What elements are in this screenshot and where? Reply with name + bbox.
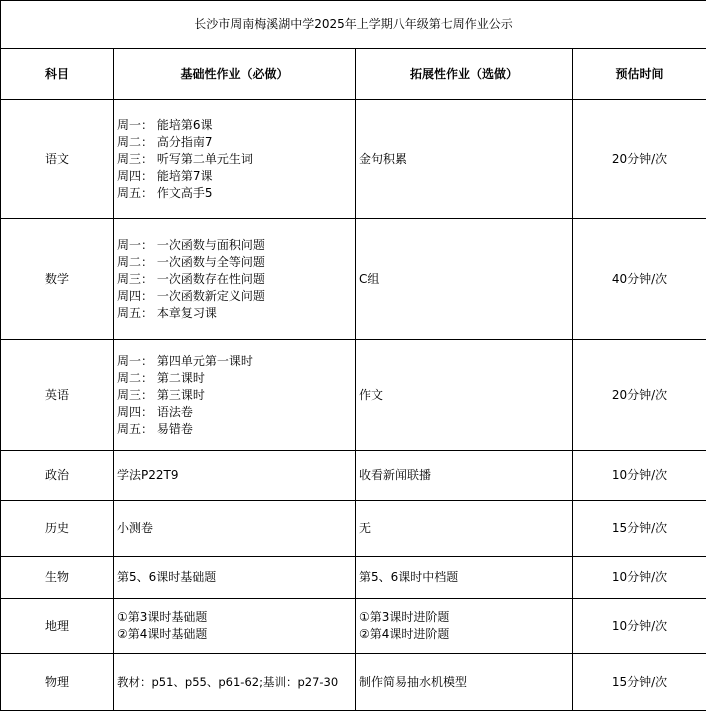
- extended-line: 收看新闻联播: [359, 468, 432, 482]
- subject-cell: 历史: [1, 501, 114, 557]
- basic-line: 周五： 作文高手5: [117, 185, 213, 200]
- subject-cell: 语文: [1, 100, 114, 219]
- basic-line: ②第4课时基础题: [117, 627, 208, 641]
- extended-cell: [356, 654, 573, 711]
- extended-line: C组: [359, 271, 380, 286]
- basic-cell: [114, 219, 356, 340]
- extended-cell: [356, 501, 573, 557]
- basic-line: 周五： 易错卷: [117, 421, 193, 436]
- header-subject: 科目: [1, 49, 114, 100]
- subject-cell: 英语: [1, 340, 114, 451]
- basic-cell: [114, 100, 356, 219]
- subject-cell: 数学: [1, 219, 114, 340]
- header-time: 预估时间: [573, 49, 706, 100]
- basic-cell: [114, 557, 356, 599]
- time-cell: 15分钟/次: [573, 501, 706, 557]
- header-basic: 基础性作业（必做）: [114, 49, 356, 100]
- extended-line: 金句积累: [359, 151, 408, 166]
- basic-line: 周四： 一次函数新定义问题: [117, 288, 265, 303]
- basic-line: 周二： 第二课时: [117, 370, 205, 385]
- subject-cell: 地理: [1, 599, 114, 654]
- basic-cell: [114, 451, 356, 501]
- time-cell: 40分钟/次: [573, 219, 706, 340]
- table-row: [1, 340, 706, 451]
- subject-cell: 生物: [1, 557, 114, 599]
- header-row: [1, 49, 706, 100]
- basic-line: 周二： 高分指南7: [117, 134, 213, 149]
- extended-line: 制作简易抽水机模型: [359, 674, 468, 689]
- basic-cell: [114, 501, 356, 557]
- basic-cell: [114, 654, 356, 711]
- basic-line: 周三： 一次函数存在性问题: [117, 271, 265, 286]
- extended-cell: [356, 451, 573, 501]
- extended-line: 第5、6课时中档题: [359, 570, 459, 584]
- table-row: [1, 501, 706, 557]
- table-row: [1, 451, 706, 501]
- basic-line: ①第3课时基础题: [117, 610, 208, 624]
- basic-cell: [114, 340, 356, 451]
- table-row: [1, 557, 706, 599]
- header-extended: 拓展性作业（选做）: [356, 49, 573, 100]
- extended-line: ②第4课时进阶题: [359, 627, 450, 641]
- time-cell: 15分钟/次: [573, 654, 706, 711]
- basic-line: 周三： 第三课时: [117, 387, 205, 402]
- table-row: [1, 654, 706, 711]
- extended-cell: [356, 340, 573, 451]
- table-row: [1, 599, 706, 654]
- extended-line: 作文: [359, 387, 384, 402]
- title-row: [1, 1, 706, 49]
- basic-line: 学法P22T9: [117, 468, 179, 482]
- table-title: 长沙市周南梅溪湖中学2025年上学期八年级第七周作业公示: [1, 1, 706, 49]
- basic-line: 周三： 听写第二单元生词: [117, 151, 253, 166]
- basic-line: 周四： 能培第7课: [117, 168, 213, 183]
- table-row: [1, 100, 706, 219]
- time-cell: 20分钟/次: [573, 340, 706, 451]
- subject-cell: 物理: [1, 654, 114, 711]
- time-cell: 10分钟/次: [573, 557, 706, 599]
- extended-cell: [356, 219, 573, 340]
- extended-line: ①第3课时进阶题: [359, 610, 450, 624]
- basic-line: 周二： 一次函数与全等问题: [117, 254, 265, 269]
- time-cell: 20分钟/次: [573, 100, 706, 219]
- basic-line: 第5、6课时基础题: [117, 570, 217, 584]
- time-cell: 10分钟/次: [573, 599, 706, 654]
- table-row: [1, 219, 706, 340]
- time-cell: 10分钟/次: [573, 451, 706, 501]
- basic-line: 周一： 能培第6课: [117, 117, 213, 132]
- basic-line: 教材：p51、p55、p61-62;基训：p27-30: [117, 674, 339, 689]
- basic-cell: [114, 599, 356, 654]
- extended-cell: [356, 599, 573, 654]
- basic-line: 周五： 本章复习课: [117, 305, 217, 320]
- basic-line: 周四： 语法卷: [117, 404, 193, 419]
- extended-cell: [356, 100, 573, 219]
- basic-line: 周一： 第四单元第一课时: [117, 353, 253, 368]
- extended-cell: [356, 557, 573, 599]
- basic-line: 周一： 一次函数与面积问题: [117, 237, 265, 252]
- extended-line: 无: [359, 521, 372, 535]
- subject-cell: 政治: [1, 451, 114, 501]
- basic-line: 小测卷: [117, 521, 154, 535]
